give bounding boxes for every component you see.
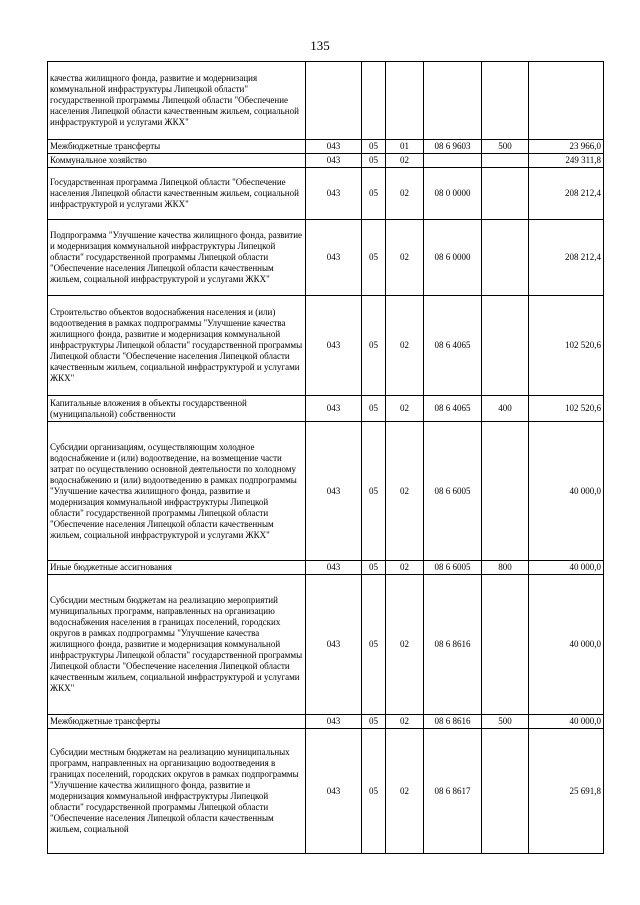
- cell-expense-type: 500: [482, 140, 529, 154]
- cell-target-code: [424, 62, 482, 140]
- cell-section-code: 05: [362, 296, 386, 396]
- cell-subsection-code: [386, 62, 424, 140]
- cell-target-code: 08 6 9603: [424, 140, 482, 154]
- cell-amount: 102 520,6: [529, 296, 604, 396]
- cell-subsection-code: 02: [386, 154, 424, 168]
- cell-ministry-code: 043: [306, 168, 362, 220]
- cell-target-code: 08 6 8616: [424, 715, 482, 729]
- row-description: Подпрограмма "Улучшение качества жилищного фонда, развитие и модернизация коммунальной инфраструктуры Липецкой области" государственной программы Липецкой области "Обеспечение населения Липецкой области качественным жильем, социальной инфраструктурой и услугами ЖКХ": [48, 220, 306, 296]
- row-description: Иные бюджетные ассигнования: [48, 561, 306, 575]
- cell-ministry-code: 043: [306, 154, 362, 168]
- cell-expense-type: [482, 296, 529, 396]
- cell-ministry-code: 043: [306, 561, 362, 575]
- cell-subsection-code: 02: [386, 561, 424, 575]
- table-row: [48, 140, 604, 154]
- cell-subsection-code: 02: [386, 715, 424, 729]
- cell-section-code: 05: [362, 168, 386, 220]
- table-row: [48, 422, 604, 561]
- cell-expense-type: [482, 62, 529, 140]
- cell-expense-type: [482, 220, 529, 296]
- cell-amount: 40 000,0: [529, 561, 604, 575]
- row-description: качества жилищного фонда, развитие и модернизация коммунальной инфраструктуры Липецкой области" государственной программы Липецкой области "Обеспечение населения Липецкой области качественным жильем, социальной инфраструктурой и услугами ЖКХ": [48, 62, 306, 140]
- row-description: Строительство объектов водоснабжения населения и (или) водоотведения в рамках подпрограммы "Улучшение качества жилищного фонда, развитие и модернизация коммунальной инфраструктуры Липецкой области" государственной программы Липецкой области "Обеспечение населения Липецкой области качественным жильем, социальной инфраструктурой и услугами ЖКХ": [48, 296, 306, 396]
- cell-target-code: 08 6 8616: [424, 575, 482, 715]
- cell-subsection-code: 02: [386, 396, 424, 422]
- table-row: [48, 168, 604, 220]
- table-row: [48, 561, 604, 575]
- table-row: [48, 154, 604, 168]
- cell-subsection-code: 02: [386, 296, 424, 396]
- cell-subsection-code: 02: [386, 729, 424, 854]
- cell-amount: 25 691,8: [529, 729, 604, 854]
- cell-section-code: 05: [362, 396, 386, 422]
- cell-expense-type: [482, 575, 529, 715]
- cell-section-code: 05: [362, 154, 386, 168]
- cell-ministry-code: 043: [306, 422, 362, 561]
- cell-section-code: 05: [362, 575, 386, 715]
- cell-section-code: 05: [362, 422, 386, 561]
- row-description: Субсидии местным бюджетам на реализацию муниципальных программ, направленных на организацию водоотведения в границах поселений, городских округов в рамках подпрограммы "Улучшение качества жилищного фонда, развитие и модернизация коммунальной инфраструктуры Липецкой области" государственной программы Липецкой области "Обеспечение населения Липецкой области качественным жильем, социальной: [48, 729, 306, 854]
- cell-target-code: 08 6 8617: [424, 729, 482, 854]
- row-description: Межбюджетные трансферты: [48, 140, 306, 154]
- table-row: [48, 220, 604, 296]
- table-row: [48, 296, 604, 396]
- cell-target-code: 08 6 4065: [424, 296, 482, 396]
- cell-target-code: 08 0 0000: [424, 168, 482, 220]
- cell-ministry-code: 043: [306, 575, 362, 715]
- table-row: [48, 715, 604, 729]
- cell-expense-type: 500: [482, 715, 529, 729]
- cell-expense-type: 400: [482, 396, 529, 422]
- cell-subsection-code: 02: [386, 575, 424, 715]
- cell-expense-type: [482, 154, 529, 168]
- cell-expense-type: 800: [482, 561, 529, 575]
- row-description: Межбюджетные трансферты: [48, 715, 306, 729]
- cell-expense-type: [482, 422, 529, 561]
- cell-subsection-code: 02: [386, 168, 424, 220]
- cell-amount: 208 212,4: [529, 168, 604, 220]
- cell-section-code: 05: [362, 220, 386, 296]
- cell-section-code: [362, 62, 386, 140]
- cell-amount: 208 212,4: [529, 220, 604, 296]
- cell-amount: 249 311,8: [529, 154, 604, 168]
- row-description: Государственная программа Липецкой области "Обеспечение населения Липецкой области качественным жильем, социальной инфраструктурой и услугами ЖКХ": [48, 168, 306, 220]
- cell-ministry-code: 043: [306, 715, 362, 729]
- table-row: [48, 729, 604, 854]
- row-description: Субсидии организациям, осуществляющим холодное водоснабжение и (или) водоотведение, на возмещение части затрат по осуществлению основной деятельности по холодному водоснабжению и (или) водоотведению в рамках подпрограммы "Улучшение качества жилищного фонда, развитие и модернизация коммунальной инфраструктуры Липецкой области" государственной программы Липецкой области "Обеспечение населения Липецкой области качественным жильем, социальной инфраструктурой и услугами ЖКХ": [48, 422, 306, 561]
- cell-section-code: 05: [362, 140, 386, 154]
- cell-amount: [529, 62, 604, 140]
- cell-amount: 40 000,0: [529, 575, 604, 715]
- cell-amount: 40 000,0: [529, 715, 604, 729]
- cell-ministry-code: 043: [306, 729, 362, 854]
- cell-subsection-code: 01: [386, 140, 424, 154]
- cell-section-code: 05: [362, 729, 386, 854]
- cell-section-code: 05: [362, 561, 386, 575]
- row-description: Субсидии местным бюджетам на реализацию мероприятий муниципальных программ, направленных на организацию водоснабжения населения в границах поселений, городских округов в рамках подпрограммы "Улучшение качества жилищного фонда, развитие и модернизация коммунальной инфраструктуры Липецкой области" государственной программы Липецкой области "Обеспечение населения Липецкой области качественным жильем, социальной инфраструктурой и услугами ЖКХ": [48, 575, 306, 715]
- cell-ministry-code: [306, 62, 362, 140]
- cell-target-code: 08 6 6005: [424, 561, 482, 575]
- table-row: [48, 396, 604, 422]
- cell-ministry-code: 043: [306, 296, 362, 396]
- page-number: 135: [310, 38, 330, 53]
- cell-target-code: 08 6 6005: [424, 422, 482, 561]
- cell-ministry-code: 043: [306, 396, 362, 422]
- cell-ministry-code: 043: [306, 140, 362, 154]
- cell-amount: 102 520,6: [529, 396, 604, 422]
- cell-expense-type: [482, 168, 529, 220]
- cell-target-code: [424, 154, 482, 168]
- row-description: Капитальные вложения в объекты государственной (муниципальной) собственности: [48, 396, 306, 422]
- cell-subsection-code: 02: [386, 422, 424, 561]
- cell-subsection-code: 02: [386, 220, 424, 296]
- cell-expense-type: [482, 729, 529, 854]
- table-row: [48, 62, 604, 140]
- table-row: [48, 575, 604, 715]
- cell-target-code: 08 6 4065: [424, 396, 482, 422]
- cell-amount: 23 966,0: [529, 140, 604, 154]
- budget-table: [47, 61, 604, 854]
- row-description: Коммунальное хозяйство: [48, 154, 306, 168]
- cell-target-code: 08 6 0000: [424, 220, 482, 296]
- cell-amount: 40 000,0: [529, 422, 604, 561]
- cell-section-code: 05: [362, 715, 386, 729]
- cell-ministry-code: 043: [306, 220, 362, 296]
